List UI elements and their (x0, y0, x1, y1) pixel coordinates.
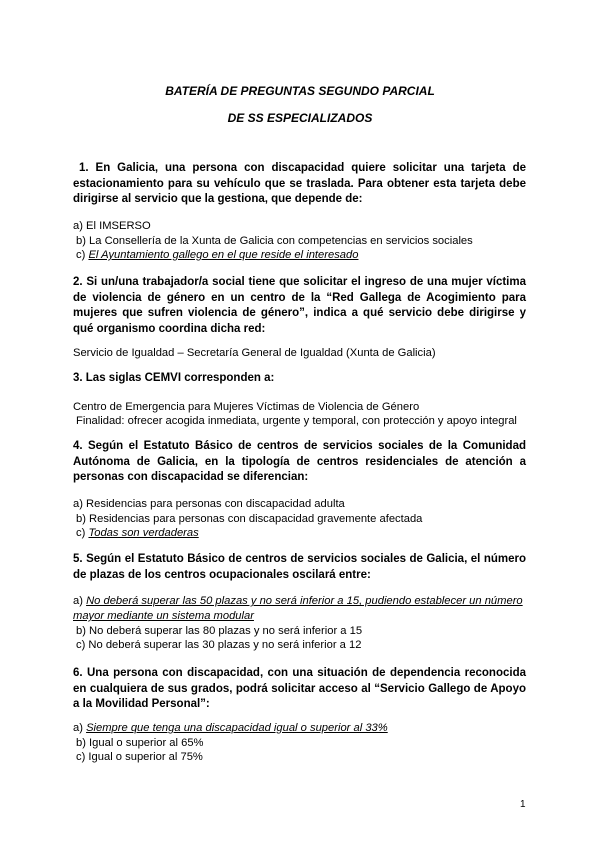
question-6-option-b: b) Igual o superior al 65% (76, 737, 204, 749)
question-1-option-b: b) La Consellería de la Xunta de Galicia con competencias en servicios sociales (76, 235, 473, 247)
correct-answer: Todas son verdaderas (88, 527, 199, 539)
correct-answer-continued: mayor mediante un sistema modular (73, 610, 254, 622)
question-5-option-a-continued (73, 609, 533, 623)
page-number: 1 (520, 799, 526, 810)
question-1 (73, 161, 526, 208)
correct-answer: El Ayuntamiento gallego en el que reside el interesado (88, 249, 359, 261)
question-5-option-a (73, 594, 533, 608)
question-6-option-c: c) Igual o superior al 75% (76, 751, 203, 763)
question-4-text: 4. Según el Estatuto Básico de centros de servicios sociales de la Comunidad Autónoma de Galicia, en la tipología de centros residenciales de atención a personas con discapacidad se diferencian: (73, 440, 526, 483)
question-6-option-a (73, 721, 533, 735)
question-2-answer: Servicio de Igualdad – Secretaría General de Igualdad (Xunta de Galicia) (73, 347, 436, 359)
question-5-option-b: b) No deberá superar las 80 plazas y no será inferior a 15 (76, 625, 363, 637)
document-title-line-1: BATERÍA DE PREGUNTAS SEGUNDO PARCIAL (165, 84, 435, 98)
correct-answer: Siempre que tenga una discapacidad igual o superior al 33% (86, 722, 388, 734)
option-prefix: a) (73, 722, 83, 734)
question-4-option-b: b) Residencias para personas con discapacidad gravemente afectada (76, 513, 423, 525)
question-5-option-c: c) No deberá superar las 30 plazas y no será inferior a 12 (76, 639, 362, 651)
option-prefix: c) (76, 249, 86, 261)
question-3-answer-1: Centro de Emergencia para Mujeres Víctimas de Violencia de Género (73, 401, 420, 413)
question-4-option-a: a) Residencias para personas con discapacidad adulta (73, 498, 345, 510)
question-5-text: 5. Según el Estatuto Básico de centros de servicios sociales de Galicia, el número de plazas de los centros ocupacionales oscilará entre: (73, 553, 526, 581)
question-1-option-c (76, 248, 536, 262)
document-title-line-2: DE SS ESPECIALIZADOS (227, 111, 373, 125)
option-prefix: a) (73, 595, 83, 607)
option-prefix: c) (76, 527, 86, 539)
correct-answer: No deberá superar las 50 plazas y no será inferior a 15, pudiendo establecer un número (86, 595, 523, 607)
question-1-text: En Galicia, una persona con discapacidad quiere solicitar una tarjeta de estacionamiento para su vehículo que se traslada. Para obtener esta tarjeta debe dirigirse al servicio que la gestiona, que depende de: (73, 162, 526, 205)
question-2-text: 2. Si un/una trabajador/a social tiene que solicitar el ingreso de una mujer víctima de violencia de género en un centro de la “Red Gallega de Acogimiento para mujeres que sufren violencia de género”, indica a qué servicio debe dirigirse y qué organismo coordina dicha red: (73, 276, 526, 335)
question-1-number: 1. (79, 162, 89, 174)
question-3-text: 3. Las siglas CEMVI corresponden a: (73, 372, 275, 384)
question-3-answer-2: Finalidad: ofrecer acogida inmediata, urgente y temporal, con protección y apoyo integral (76, 415, 517, 427)
question-4-option-c (76, 526, 536, 540)
question-6-text: 6. Una persona con discapacidad, con una situación de dependencia reconocida en cualquiera de sus grados, podrá solicitar acceso al “Servicio Gallego de Apoyo a la Movilidad Personal”: (73, 667, 526, 710)
question-1-option-a: a) El IMSERSO (73, 220, 151, 232)
